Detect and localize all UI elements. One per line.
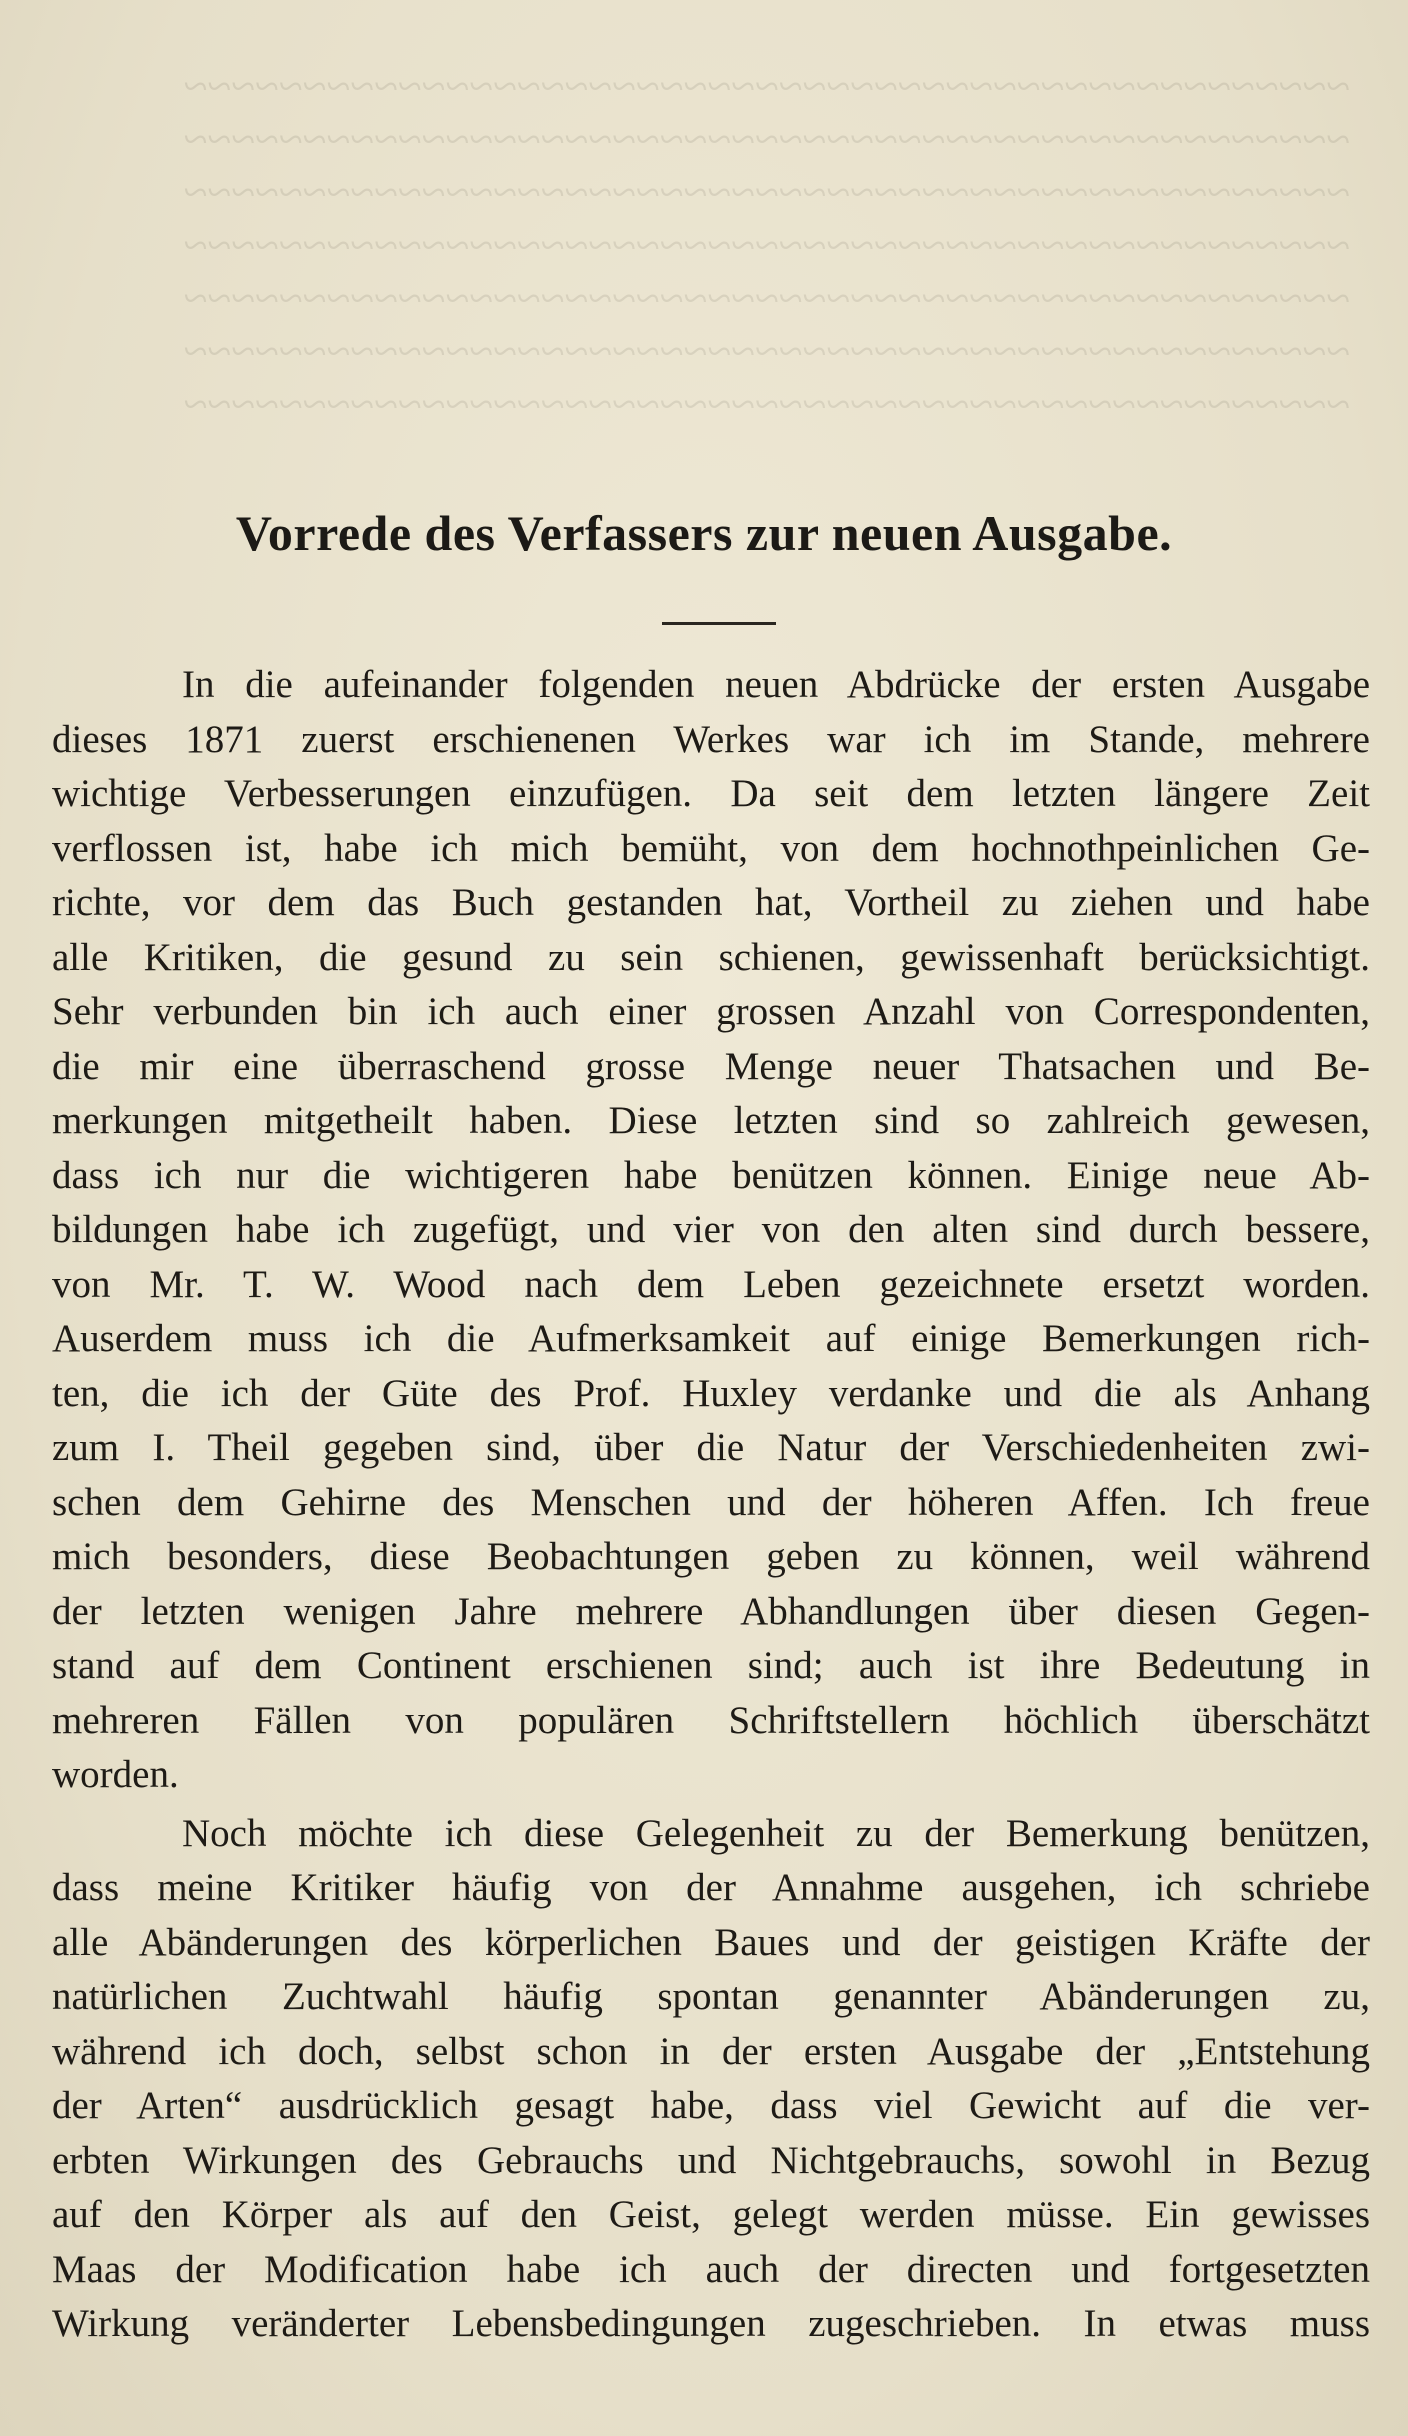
text-line: bildungen habe ich zugefügt, und vier von den alten sind durch bessere,	[52, 1208, 1370, 1251]
text-line: stand auf dem Continent erschienen sind; auch ist ihre Bedeutung in	[52, 1644, 1370, 1687]
text-line: dass ich nur die wichtigeren habe benützen können. Einige neue Ab-	[52, 1153, 1370, 1197]
text-line: merkungen mitgetheilt haben. Diese letzten sind so zahlreich gewesen,	[52, 1099, 1370, 1142]
text-line: mehreren Fällen von populären Schriftstellern höchlich überschätzt	[52, 1698, 1370, 1742]
text-line: erbten Wirkungen des Gebrauchs und Nichtgebrauchs, sowohl in Bezug	[52, 2138, 1370, 2182]
text-line: der Arten“ ausdrücklich gesagt habe, dass viel Gewicht auf die ver-	[52, 2084, 1370, 2127]
text-line: während ich doch, selbst schon in der ersten Ausgabe der „Entstehung	[52, 2029, 1370, 2073]
text-line: mich besonders, diese Beobachtungen geben zu können, weil während	[52, 1535, 1370, 1578]
text-line: von Mr. T. W. Wood nach dem Leben gezeichnete ersetzt worden.	[52, 1262, 1370, 1306]
text-line: wichtige Verbesserungen einzufügen. Da seit dem letzten längere Zeit	[52, 772, 1370, 815]
title-divider	[662, 622, 776, 625]
text-line: natürlichen Zuchtwahl häufig spontan genannter Abänderungen zu,	[52, 1975, 1370, 2018]
text-line: Maas der Modification habe ich auch der directen und fortgesetzten	[52, 2247, 1370, 2291]
text-line: dieses 1871 zuerst erschienenen Werkes war ich im Stande, mehrere	[52, 717, 1370, 761]
text-line: Sehr verbunden bin ich auch einer grossen Anzahl von Correspondenten,	[52, 990, 1370, 1033]
text-line: Wirkung veränderter Lebensbedingungen zugeschrieben. In etwas muss	[52, 2302, 1370, 2345]
text-line: auf den Körper als auf den Geist, gelegt werden müsse. Ein gewisses	[52, 2193, 1370, 2236]
text-line: Noch möchte ich diese Gelegenheit zu der Bemerkung benützen,	[182, 1811, 1370, 1855]
text-line: schen dem Gehirne des Menschen und der höheren Affen. Ich freue	[52, 1480, 1370, 1524]
text-line: worden.	[52, 1753, 179, 1796]
text-line: ten, die ich der Güte des Prof. Huxley verdanke und die als Anhang	[52, 1371, 1370, 1415]
text-line: der letzten wenigen Jahre mehrere Abhandlungen über diesen Gegen-	[52, 1589, 1370, 1633]
text-line: verflossen ist, habe ich mich bemüht, von dem hochnothpeinlichen Ge-	[52, 826, 1370, 870]
text-line: richte, vor dem das Buch gestanden hat, Vortheil zu ziehen und habe	[52, 881, 1370, 924]
page-title: Vorrede des Verfassers zur neuen Ausgabe.	[235, 505, 1173, 561]
bleed-through-texture: ~~~~~~~~~~~~~~~~~~~~~~~~~~~~~~~~~~~~~~~~~~~~~~~~~ ~~~~~~~~~~~~~~~~~~~~~~~~~~~~~~~~~~~~~~~~~~~~~~~~~ ~~~~~~~~~~~~~~~~~~~~~~~~~~~~~~~~~~~~~~~~~~~~~~~~~ ~~~~~~~~~~~~~~~~~~~~~~~~~~~~~~~~~~~~~~~~~~~~~~~~~ ~~~~~~~~~~~~~~~~~~~~~~~~~~~~~~~~~~~~~~~~~~~~~~~~~ ~~~~~~~~~~~~~~~~~~~~~~~~~~~~~~~~~~~~~~~~~~~~~~~~~ ~~~~~~~~~~~~~~~~~~~~~~~~~~~~~~~~~~~~~~~~~~~~~~~~~	[183, 62, 1350, 429]
text-line: alle Abänderungen des körperlichen Baues und der geistigen Kräfte der	[52, 1920, 1370, 1964]
text-line: zum I. Theil gegeben sind, über die Natur der Verschiedenheiten zwi-	[52, 1426, 1370, 1469]
paragraph-2	[52, 1807, 1370, 2352]
paragraph-1	[52, 658, 1370, 1803]
text-line: Auserdem muss ich die Aufmerksamkeit auf einige Bemerkungen rich-	[52, 1317, 1370, 1360]
text-line: dass meine Kritiker häufig von der Annahme ausgehen, ich schriebe	[52, 1866, 1370, 1909]
text-line: die mir eine überraschend grosse Menge neuer Thatsachen und Be-	[52, 1044, 1370, 1088]
body-text	[52, 658, 1370, 2352]
text-line: In die aufeinander folgenden neuen Abdrücke der ersten Ausgabe	[182, 663, 1370, 706]
text-line: alle Kritiken, die gesund zu sein schienen, gewissenhaft berücksichtigt.	[52, 935, 1370, 979]
